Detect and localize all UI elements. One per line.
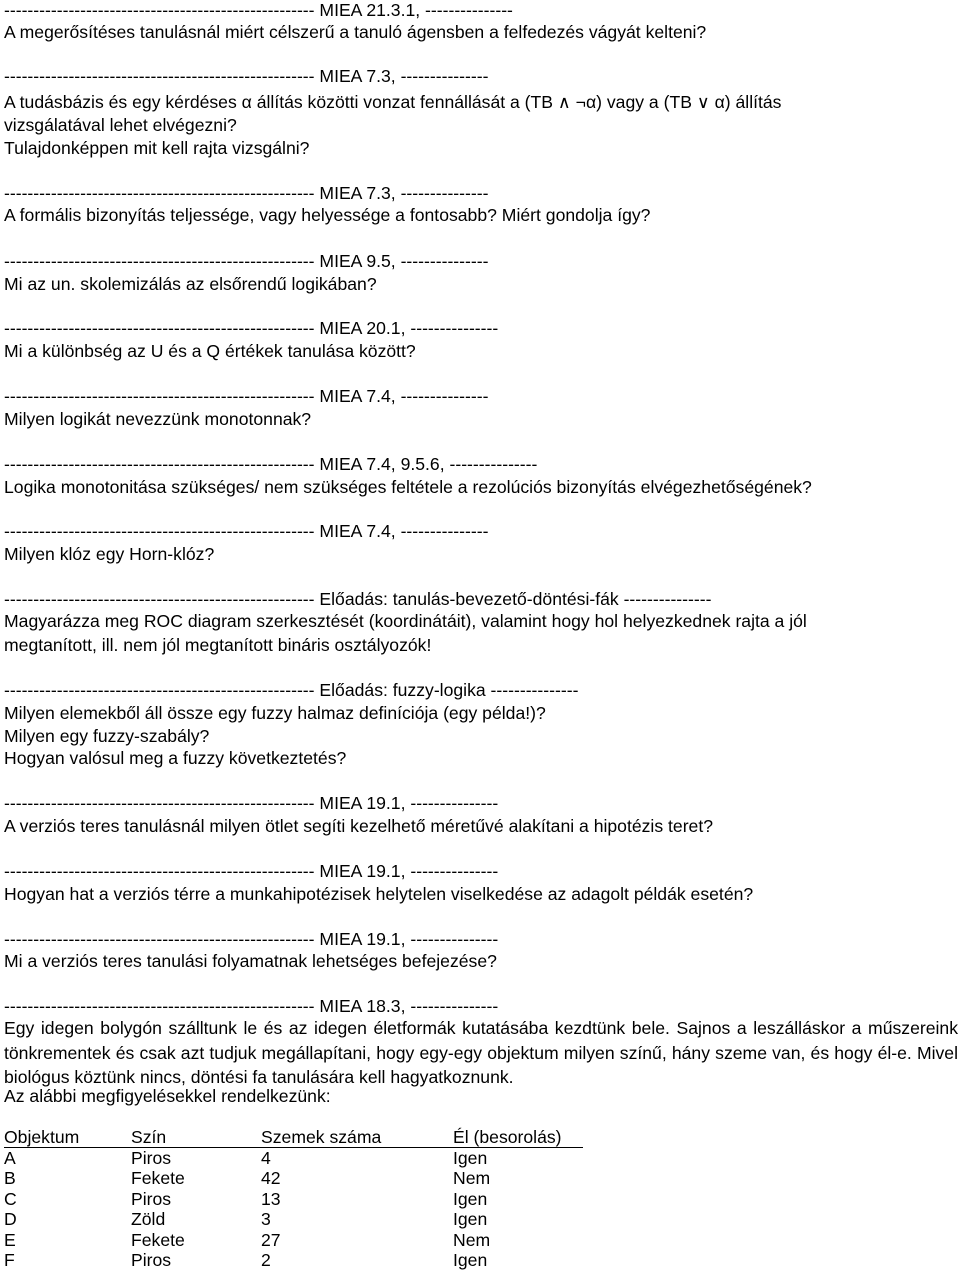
- question-text: Mi a verziós teres tanulási folyamatnak lehetséges befejezése?: [4, 951, 497, 971]
- table-row: [4, 1168, 583, 1188]
- cell-el: Nem: [453, 1168, 491, 1189]
- table-row: [4, 1189, 583, 1209]
- cell-szin: Piros: [131, 1250, 172, 1271]
- cell-objektum: E: [4, 1229, 16, 1250]
- cell-szin: Fekete: [131, 1229, 185, 1250]
- cell-el: Igen: [453, 1148, 488, 1168]
- cell-szemek-szama: 2: [261, 1250, 271, 1271]
- section-separator: ----------------------------------------------------- Előadás: tanulás-bevezető-döntési-fák ---------------: [4, 589, 712, 609]
- section-separator: ----------------------------------------------------- MIEA 7.4, ---------------: [4, 386, 489, 406]
- cell-objektum: A: [4, 1148, 16, 1168]
- section-separator: ----------------------------------------------------- MIEA 21.3.1, ---------------: [4, 0, 513, 20]
- question-text: Milyen klóz egy Horn-klóz?: [4, 544, 215, 564]
- table-row: [4, 1250, 583, 1270]
- question-text: A verziós teres tanulásnál milyen ötlet segíti kezelhető méretűvé alakítani a hipotézis teret?: [4, 816, 714, 836]
- section-separator: ----------------------------------------------------- MIEA 18.3, ---------------: [4, 996, 499, 1016]
- cell-szin: Piros: [131, 1148, 172, 1168]
- section-separator: ----------------------------------------------------- MIEA 19.1, ---------------: [4, 929, 499, 949]
- question-text: A megerősítéses tanulásnál miért célszerű a tanuló ágensben a felfedezés vágyát kelteni?: [4, 22, 707, 42]
- column-header-el: Él (besorolás): [453, 1127, 583, 1148]
- cell-szin: Zöld: [131, 1209, 166, 1230]
- column-header-szin: Szín: [131, 1127, 261, 1148]
- question-text: Magyarázza meg ROC diagram szerkesztését (koordinátáit), valamint hogy hol helyezkednek rajta a jól: [4, 611, 807, 631]
- cell-el: Igen: [453, 1188, 488, 1209]
- cell-szemek-szama: 42: [261, 1168, 281, 1189]
- cell-objektum: C: [4, 1188, 17, 1209]
- cell-szemek-szama: 4: [261, 1148, 271, 1168]
- question-text: Hogyan hat a verziós térre a munkahipotézisek helytelen viselkedése az adagolt példák esetén?: [4, 884, 754, 904]
- table-intro: Az alábbi megfigyelésekkel rendelkezünk:: [4, 1086, 331, 1106]
- cell-el: Nem: [453, 1229, 491, 1250]
- cell-szemek-szama: 27: [261, 1229, 281, 1250]
- cell-objektum: B: [4, 1168, 16, 1189]
- section-separator: ----------------------------------------------------- MIEA 7.3, ---------------: [4, 66, 489, 86]
- cell-szin: Piros: [131, 1188, 172, 1209]
- section-separator: ----------------------------------------------------- Előadás: fuzzy-logika ---------------: [4, 680, 579, 700]
- table-header-row: [4, 1127, 583, 1148]
- section-separator: ----------------------------------------------------- MIEA 7.3, ---------------: [4, 183, 489, 203]
- question-text: megtanított, ill. nem jól megtanított bináris osztályozók!: [4, 635, 432, 655]
- cell-szemek-szama: 3: [261, 1209, 271, 1230]
- question-text: A formális bizonyítás teljessége, vagy helyessége a fontosabb? Miért gondolja így?: [4, 205, 651, 225]
- question-text: Mi a különbség az U és a Q értékek tanulása között?: [4, 341, 416, 361]
- task-description: Egy idegen bolygón szálltunk le és az idegen életformák kutatásába kezdtünk bele. Sajnos a leszálláskor a műszereink tönkrementek és csak azt tudjuk megállapítani, hogy egy-egy objektum milyen színű, hány szeme van, és hogy él-e. Mivel biológus köztünk nincs, döntési fa tanulására kell hagyatkoznunk.: [4, 1018, 958, 1087]
- question-text: Mi az un. skolemizálás az elsőrendű logikában?: [4, 274, 377, 294]
- table-row: [4, 1148, 583, 1169]
- section-separator: ----------------------------------------------------- MIEA 9.5, ---------------: [4, 251, 489, 271]
- table-row: [4, 1230, 583, 1250]
- section-separator: ----------------------------------------------------- MIEA 7.4, 9.5.6, ---------------: [4, 454, 538, 474]
- question-text: Tulajdonképpen mit kell rajta vizsgálni?: [4, 138, 310, 158]
- column-header-szemek-szama: Szemek száma: [261, 1127, 453, 1148]
- question-text: vizsgálatával lehet elvégezni?: [4, 115, 237, 135]
- question-text: Logika monotonitása szükséges/ nem szükséges feltétele a rezolúciós bizonyítás elvégezhetőségének?: [4, 477, 812, 497]
- column-header-objektum: Objektum: [4, 1127, 131, 1148]
- cell-el: Igen: [453, 1209, 488, 1230]
- cell-objektum: F: [4, 1250, 15, 1271]
- question-text: Hogyan valósul meg a fuzzy következtetés?: [4, 748, 347, 768]
- section-separator: ----------------------------------------------------- MIEA 19.1, ---------------: [4, 861, 499, 881]
- question-text: Milyen egy fuzzy-szabály?: [4, 726, 210, 746]
- cell-szin: Fekete: [131, 1168, 185, 1189]
- observations-table: [4, 1127, 583, 1270]
- section-separator: ----------------------------------------------------- MIEA 7.4, ---------------: [4, 521, 489, 541]
- cell-objektum: D: [4, 1209, 17, 1230]
- question-text: Milyen elemekből áll össze egy fuzzy halmaz definíciója (egy példa!)?: [4, 703, 546, 723]
- cell-el: Igen: [453, 1250, 488, 1271]
- cell-szemek-szama: 13: [261, 1188, 281, 1209]
- section-separator: ----------------------------------------------------- MIEA 20.1, ---------------: [4, 318, 499, 338]
- section-separator: ----------------------------------------------------- MIEA 19.1, ---------------: [4, 793, 499, 813]
- question-text: A tudásbázis és egy kérdéses α állítás közötti vonzat fennállását a (TB ∧ ¬α) vagy a (TB ∨ α) állítás: [4, 92, 782, 112]
- table-row: [4, 1209, 583, 1229]
- question-text: Milyen logikát nevezzünk monotonnak?: [4, 409, 312, 429]
